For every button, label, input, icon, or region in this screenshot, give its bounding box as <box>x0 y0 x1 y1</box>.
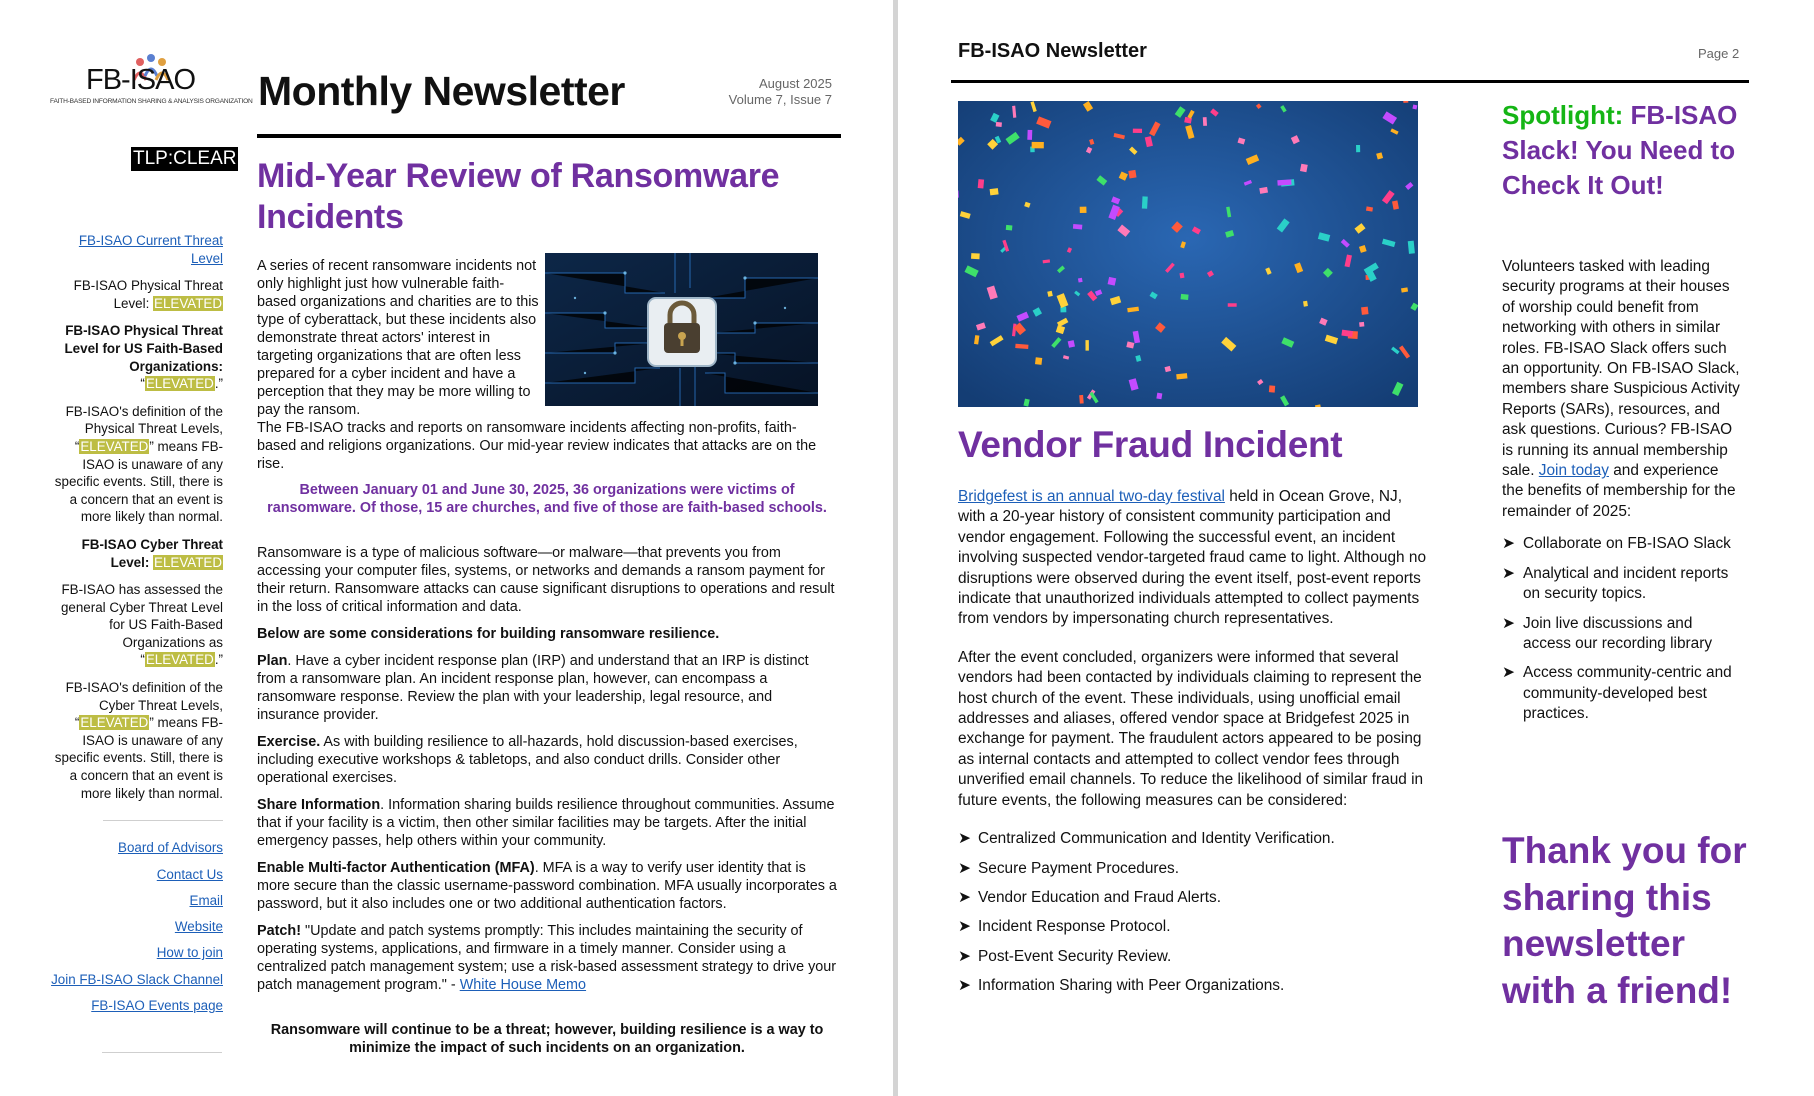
spotlight-label: Spotlight: <box>1502 100 1631 130</box>
header-rule <box>257 134 841 138</box>
consideration-text: As with building resilience to all-hazards, hold discussion-based exercises, including executive workshops & tabletops, and also conduct drills. Consider other operational exercises. <box>257 734 798 786</box>
spotlight-text: Volunteers tasked with leading security programs at their houses of worship could benefit from networking with others in similar roles. FB-ISAO Slack offers such an opportunity. On FB-ISAO Slack, members share Suspicious Activity Reports (SARs), resources, and ask questions. Curious? FB-ISAO is running its annual membership sale. <box>1502 258 1740 480</box>
cyber-def-text-2: ” means FB-ISAO is unaware of any specific events. Still, there is a concern that an event is more likely than normal. <box>54 715 223 801</box>
closing-statement: Ransomware will continue to be a threat; however, building resilience is a way to minimize the impact of such incidents on an organization. <box>270 1022 824 1056</box>
arrow-bullet-icon: ➤ <box>1502 664 1515 682</box>
confetti-piece <box>1133 129 1142 133</box>
elevated-badge: ELEVATED <box>154 295 222 311</box>
join-slack-link[interactable]: Join FB-ISAO Slack Channel <box>51 971 223 987</box>
list-item <box>958 976 1428 996</box>
confetti-piece <box>1181 294 1189 300</box>
vendor-paragraph-1-text: held in Ocean Grove, NJ, with a 20-year history of consistent community participation and vendor engagement. Following the successful event, an incident involving suspected vendor-targeted fraud came to light. Although no disruptions were observed during the event itself, post-event reports indicate that unauthorized individuals attempted to collect payments from vendors by impersonating church representatives. <box>958 488 1427 628</box>
events-page-link[interactable]: FB-ISAO Events page <box>91 997 223 1013</box>
confetti-piece <box>1079 395 1084 404</box>
us-physical-threat <box>48 322 223 392</box>
vendor-paragraph-2: After the event concluded, organizers were informed that several vendors had been contacted by individuals claiming to represent the host church of the event. These individuals, using unofficial email addresses and aliases, offered vendor space at Bridgefest 2025 in exchange for payment. The fraudulent actors appeared to be posing as internal contacts and attempted to collect vendor fees through unverified email channels. To reduce the likelihood of similar fraud in future events, the following measures can be considered: <box>958 648 1424 809</box>
page-number: Page 2 <box>1698 46 1740 61</box>
confetti-piece <box>996 122 1002 127</box>
newsletter-title: Monthly Newsletter <box>258 68 625 114</box>
confetti-piece <box>1080 207 1087 213</box>
list-item <box>958 947 1428 967</box>
spotlight-title-text: FB-ISAO Slack! You Need to Check It Out! <box>1502 100 1738 200</box>
confetti-piece <box>1108 277 1117 286</box>
logo-subtitle: FAITH-BASED INFORMATION SHARING & ANALYSIS ORGANIZATION <box>50 98 253 105</box>
confetti-piece <box>1179 273 1184 279</box>
cyber-def-text: FB-ISAO's definition of the Cyber Threat Levels, <box>65 680 223 713</box>
confetti-piece <box>1176 373 1187 379</box>
consideration-share-information <box>257 796 837 850</box>
physical-definition <box>48 403 223 526</box>
ransomware-statistics-callout: Between January 01 and June 30, 2025, 36 organizations were victims of ransomware. Of those, 15 are churches, and five of those are faith-based schools. <box>267 482 827 516</box>
vendor-fraud-title: Vendor Fraud Incident <box>958 424 1343 465</box>
considerations-heading <box>257 625 837 643</box>
us-physical-heading: FB-ISAO Physical Threat Level for US Faith-Based Organizations: <box>64 323 223 374</box>
thank-you-message: Thank you for sharing this newsletter with a friend! <box>1502 830 1747 1011</box>
elevated-badge: ELEVATED <box>145 652 214 668</box>
confetti-piece <box>1035 357 1042 365</box>
confetti-piece <box>1156 393 1162 400</box>
list-item <box>1502 564 1742 605</box>
intro-text <box>257 257 833 473</box>
confetti-image <box>958 101 1418 407</box>
confetti-piece <box>971 253 980 259</box>
measure-text: Vendor Education and Fraud Alerts. <box>978 888 1221 906</box>
confetti-piece <box>1303 301 1308 307</box>
newsletter-page-2 <box>898 0 1814 1096</box>
measure-text: Centralized Communication and Identity Verification. <box>978 830 1335 848</box>
list-item <box>958 859 1428 879</box>
quote-close: .” <box>214 376 223 392</box>
consideration-patch <box>257 922 837 994</box>
measure-text: Information Sharing with Peer Organizations. <box>978 977 1285 995</box>
list-item <box>958 829 1428 849</box>
elevated-badge: ELEVATED <box>145 376 214 392</box>
consideration-head: Share Information <box>257 797 381 813</box>
confetti-piece <box>1006 225 1013 231</box>
article-title: Mid-Year Review of Ransomware Incidents <box>257 157 780 236</box>
confetti-piece <box>1408 241 1415 254</box>
intro-paragraph-1: A series of recent ransomware incidents not only highlight just how vulnerable faith-based organizations and charities are to this type of cyberattack, but these incidents also demonstrate threat actors' interest in targeting organizations that are often less prepared for a cyber incident and have a perception that they may be more willing to pay the ransom. <box>257 258 539 418</box>
physical-def-text: FB-ISAO's definition of the Physical Threat Levels, <box>65 403 223 437</box>
bridgefest-link[interactable]: Bridgefest is an annual two-day festival <box>958 488 1225 505</box>
consideration-head: Exercise. <box>257 734 321 750</box>
confetti-piece <box>1027 130 1032 140</box>
how-to-join-link[interactable]: How to join <box>156 945 223 961</box>
cyber-heading: FB-ISAO Cyber Threat Level: <box>81 536 223 570</box>
considerations-heading-text: Below are some considerations for building ransomware resilience. <box>257 626 720 642</box>
confetti-piece <box>1032 142 1044 148</box>
elevated-badge: ELEVATED <box>154 554 222 570</box>
list-item <box>1502 614 1742 655</box>
confetti-piece <box>1269 385 1275 392</box>
current-threat-link[interactable]: FB-ISAO Current Threat Level <box>78 233 223 266</box>
confetti-piece <box>1228 303 1237 306</box>
benefit-text: Collaborate on FB-ISAO Slack <box>1523 535 1731 553</box>
spotlight-text-end: and experience the benefits of membership for the remainder of 2025: <box>1502 462 1736 520</box>
issue-volume: Volume 7, Issue 7 <box>728 92 832 107</box>
arrow-bullet-icon: ➤ <box>958 947 971 965</box>
arrow-bullet-icon: ➤ <box>1502 564 1515 582</box>
email-link[interactable]: Email <box>189 892 223 908</box>
arrow-bullet-icon: ➤ <box>1502 614 1515 632</box>
issue-info <box>690 76 832 108</box>
contact-us-link[interactable]: Contact Us <box>156 866 223 882</box>
measure-text: Post-Event Security Review. <box>978 947 1172 965</box>
sidebar-links <box>48 839 223 1014</box>
list-item <box>958 888 1428 908</box>
benefit-text: Join live discussions and access our recording library <box>1523 614 1713 652</box>
vendor-fraud-body <box>958 487 1428 1006</box>
quote-open: “ <box>74 438 80 454</box>
confetti-piece <box>1361 307 1368 315</box>
logo-name: FB-ISAO <box>86 64 196 96</box>
board-of-advisors-link[interactable]: Board of Advisors <box>118 840 223 856</box>
vendor-paragraph-1 <box>958 487 1428 630</box>
physical-threat-prefix: FB-ISAO Physical Threat Level: <box>73 278 223 311</box>
consideration-head: Plan <box>257 653 288 669</box>
consideration-plan <box>257 652 837 724</box>
benefit-text: Analytical and incident reports on security topics. <box>1523 564 1729 603</box>
sidebar <box>48 232 223 1023</box>
spotlight-paragraph <box>1502 257 1742 522</box>
tlp-label: TLP:CLEAR <box>133 148 237 169</box>
cyber-threat-level <box>48 536 223 571</box>
issue-date: August 2025 <box>758 76 832 91</box>
fraud-measures-list <box>958 829 1428 996</box>
measure-text: Incident Response Protocol. <box>978 918 1171 936</box>
confetti-piece <box>1073 224 1082 229</box>
physical-threat-level <box>48 277 223 312</box>
article-body <box>257 544 837 1003</box>
page2-header-rule <box>951 80 1749 83</box>
quote-open: “ <box>74 715 80 731</box>
cyber-definition <box>48 679 223 802</box>
cyber-assessment <box>48 581 223 669</box>
elevated-badge: ELEVATED <box>80 438 149 454</box>
website-link[interactable]: Website <box>174 919 223 935</box>
quote-close: .” <box>214 652 223 668</box>
list-item <box>958 917 1428 937</box>
arrow-bullet-icon: ➤ <box>958 830 971 848</box>
patch-head: Patch! <box>257 923 301 939</box>
confetti-piece <box>978 179 984 188</box>
ransomware-definition: Ransomware is a type of malicious software—or malware—that prevents you from accessing your computer files, systems, or networks and demands a ransom payment for their return. Ransomware attacks can cause significant disruptions to operations and result in the loss of critical information and data. <box>257 545 835 615</box>
fb-isao-logo <box>50 52 253 112</box>
confetti-piece <box>1359 322 1364 327</box>
confetti-piece <box>1128 170 1136 179</box>
consideration-exercise <box>257 733 837 787</box>
confetti-piece <box>1412 104 1417 109</box>
arrow-bullet-icon: ➤ <box>1502 535 1515 553</box>
cyber-assess-text: FB-ISAO has assessed the general Cyber Threat Level for US Faith-Based Organizations as <box>60 582 223 650</box>
intro-paragraph-2: The FB-ISAO tracks and reports on ransomware incidents affecting non-profits, faith-based and religions organizations. Our mid-year review indicates that attacks are on the rise. <box>257 420 817 472</box>
consideration-text: . MFA is a way to verify user identity that is more secure than the classic username-password combination. MFA usually incorporates a password, but it also includes one or two additional authentication factors. <box>257 860 837 912</box>
arrow-bullet-icon: ➤ <box>958 977 971 995</box>
confetti-piece <box>1142 196 1148 208</box>
benefit-text: Access community-centric and community-developed best practices. <box>1523 664 1732 723</box>
spotlight-title <box>1502 98 1742 203</box>
quote-open: “ <box>140 652 145 668</box>
confetti-piece <box>990 188 999 195</box>
consideration-mfa <box>257 859 837 913</box>
arrow-bullet-icon: ➤ <box>958 918 971 936</box>
confetti-piece <box>1356 145 1360 152</box>
list-item <box>1502 663 1742 724</box>
consideration-head: Enable Multi-factor Authentication (MFA) <box>257 860 535 876</box>
consideration-text: . Information sharing builds resilience throughout communities. Assume that if your facility is a victim, then other similar facilities may be targets. After the initial emergency passes, help others within your community. <box>257 797 835 849</box>
consideration-text: . Have a cyber incident response plan (IRP) and understand that an IRP is distinct from a ransomware plan. An incident response plan, however, can encompass a ransomware response. Review the plan with your leadership, legal resource, and insurance provider. <box>257 653 809 723</box>
confetti-piece <box>1203 117 1207 126</box>
page2-header: FB-ISAO Newsletter <box>958 40 1147 62</box>
patch-text: "Update and patch systems promptly: This includes maintaining the security of operating systems, applications, and firmware in a timely manner. Consider using a centralized patch management system; use a risk-based assessment strategy to drive your patch management program." - <box>257 923 837 993</box>
list-item <box>1502 534 1742 554</box>
arrow-bullet-icon: ➤ <box>958 888 971 906</box>
sidebar-divider <box>103 820 223 821</box>
join-today-link[interactable]: Join today <box>1538 462 1609 480</box>
confetti-piece <box>1078 278 1083 283</box>
arrow-bullet-icon: ➤ <box>958 859 971 877</box>
newsletter-page-1 <box>0 0 893 1096</box>
sidebar-bottom-divider <box>102 1052 222 1053</box>
spotlight-body <box>1502 257 1742 734</box>
elevated-badge: ELEVATED <box>80 715 149 731</box>
membership-benefits-list <box>1502 534 1742 724</box>
quote-open: “ <box>140 376 145 392</box>
physical-def-text-2: ” means FB-ISAO is unaware of any specific events. Still, there is a concern that an event is more likely than normal. <box>54 438 223 525</box>
confetti-piece <box>1085 340 1088 351</box>
confetti-piece <box>1300 164 1308 173</box>
white-house-memo-link[interactable]: White House Memo <box>459 977 587 993</box>
confetti-piece <box>1277 179 1291 185</box>
measure-text: Secure Payment Procedures. <box>978 859 1180 877</box>
